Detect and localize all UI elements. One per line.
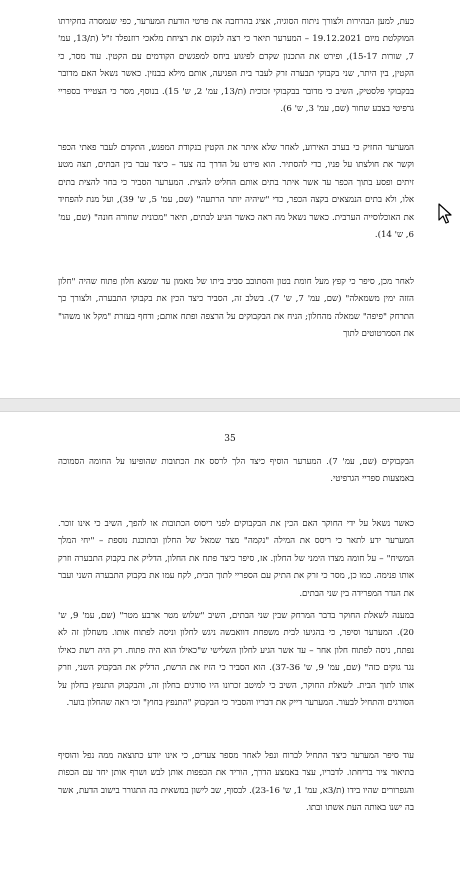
mouse-pointer-icon <box>438 203 454 225</box>
paragraph-5: כאשר נשאל על ידי החוקר האם הכין את הבקבוקים לפני ריסוס הכתובות או להפך, השיב כי אינו זוכר. המערער ידע לתאר כי ריסס את המילה "נקמה" מצד שמאל של החלון ובתוכנת נוספת – "יחי המלך המשיח" – על חומה מצדו הימני של החלון. אז, סיפר כיצד פתח את החלון, הדליק את בקבוק התבערה וזרק אותו פנימה. כמו כן, מסר כי זרק את התיק עם הספריי לתוך הבית, לקח עמו את בקבוק התבערה השני ועבר את הגדר המפרידה בין שני הבתים. <box>58 519 414 599</box>
page-separator <box>0 398 460 412</box>
paragraph-4: הבקבוקים (שם, עמ' 7). המערער הוסיף כיצד הלך לרסס את הכתובות שהופיעו על החומה הסמוכה באמצעות ספריי הגרפיטי. <box>58 457 414 485</box>
document-page-bottom <box>0 412 460 870</box>
paragraph-3: לאחר מכן, סיפר כי קפץ מעל חומת בטון והסתובב סביב ביתו של מאמון עד שמצא חלון פתוח שהיה "חלון הזזה ימין משמאלה" (שם, עמ' 7, ש' 7). בשלב זה, הסביר כיצד הכין את בקבוקי התבערה, ולצורך כך התרחק "פיפה" שמאלה מהחלון; הניח את הבקבוקים על הרצפה ופתח אותם; ודחף בעזרת "מקל או משהו" את הסמרטוטים לתוך <box>58 277 414 340</box>
paragraph-1: כעת, למען הבהירות ולצורך ניתוח הסוגיה, אציג בהרחבה את פרטי הודעת המערער, כפי שנמסרה בחקירתו המוקלטת מיום 19.12.2021 – המערער תיאר כי רצה לנקום את רציחת מלאכי רוזנפלד ז"ל (ת/13, עמ' 7, שורות 15-17), ופירט את התכנון שקדם לפיגוע ביחס למפגשים הקודמים עם הקטין. עוד מסר, כי הקטין, בין היתר, שני בקבוקי תבערה זרק לעבר בית הפגיעה, אותם מילא בבנזין. כאשר נשאל האם מדובר בבקבוקי פלסטיק, השיב כי מדובר בבקבוקי זכוכית (ת/13, עמ' 2, ש' 15). בנוסף, מסר כי הצטייד בספריי גרפיטי בצבע שחור (שם, עמ' 3, ש' 6). <box>58 17 414 115</box>
paragraph-2: המערער החזיק כי בערב האירוע, לאחר שלא איתר את הקטין בנקודת המפגש, התקדם לעבר פאתי הכפר וקשר את חולצתו על פניו, כדי להסתיר. הוא פירט על הדרך בה צעד – כיצד עבר בין הבתים, תצה מטע זיתים ופסע בתוך הכפר עד אשר איתר בתים אותם החליט להצית. המערער הסביר כי בחר להצית בתים אלו, ולא בתים הנמצאים בקצה הכפר, כדי "שיהיה יותר הרתעה" (שם, עמ' 5, ש' 39), ועל מנת להפחיד את האוכלוסייה הערבית. כאשר נשאל מה ראה כאשר הגיע לבתים, תיאר "מכונית שחורה חונה" (שם, עמ' 6, ש' 14). <box>58 143 414 241</box>
paragraph-6: במענה לשאלת החוקר בדבר המרחק שבין שני הבתים, השיב "שלוש מטר ארבע מטר" (שם, עמ' 9, ש' 20). המערער וסיפר, כי בהגיעו לבית משפחת דוואבשה ניגש לחלון וניסה לפתוח אותו. משחלון זה לא נפתח, ניסה לפתוח חלון אחר – עד אשר הגיע לחלון השלישי ש"כאילו הוא היה פתוח. רק היה רשת כאילו נגד גוקים כזה" (שם, עמ' 9, ש' 37-36). הוא הסביר כי הזיז את הרשת, הדליק את הבקבוק השני, וזרק אותו לתוך הבית. לשאלת החוקר, השיב כי למיטב זכרונו היו סורגים בחלון זה, והבקבוק התנפץ בחלון על הסורגים והתחיל לבעור. המערער דייק את דבריו והסביר כי הבקבוק "התנפץ בחוץ" וכי ראה שהחלון בוער. <box>58 611 414 709</box>
document-page-top <box>0 0 460 398</box>
page-number: 35 <box>224 434 236 444</box>
paragraph-7: עוד סיפר המערער כיצד התחיל לברוח ונפל לאחר מספר צעדים, כי אינו יודע כתוצאה ממה נפל והוסיף בתיאור ציר בריחתו. לדבריו, עצר באמצע הדרך, הוריד את הכפפות אותן לבש ושרף אותן יחד עם הכפות והגפרורים שהיו בידו (ת/3א, עמ' 1, ש' 23-16). לבסוף, שב לישון במשאית בה התגורר בישוב הדעת, אשר בה ישנו באותה העת אשתו ובתו. <box>58 751 414 814</box>
